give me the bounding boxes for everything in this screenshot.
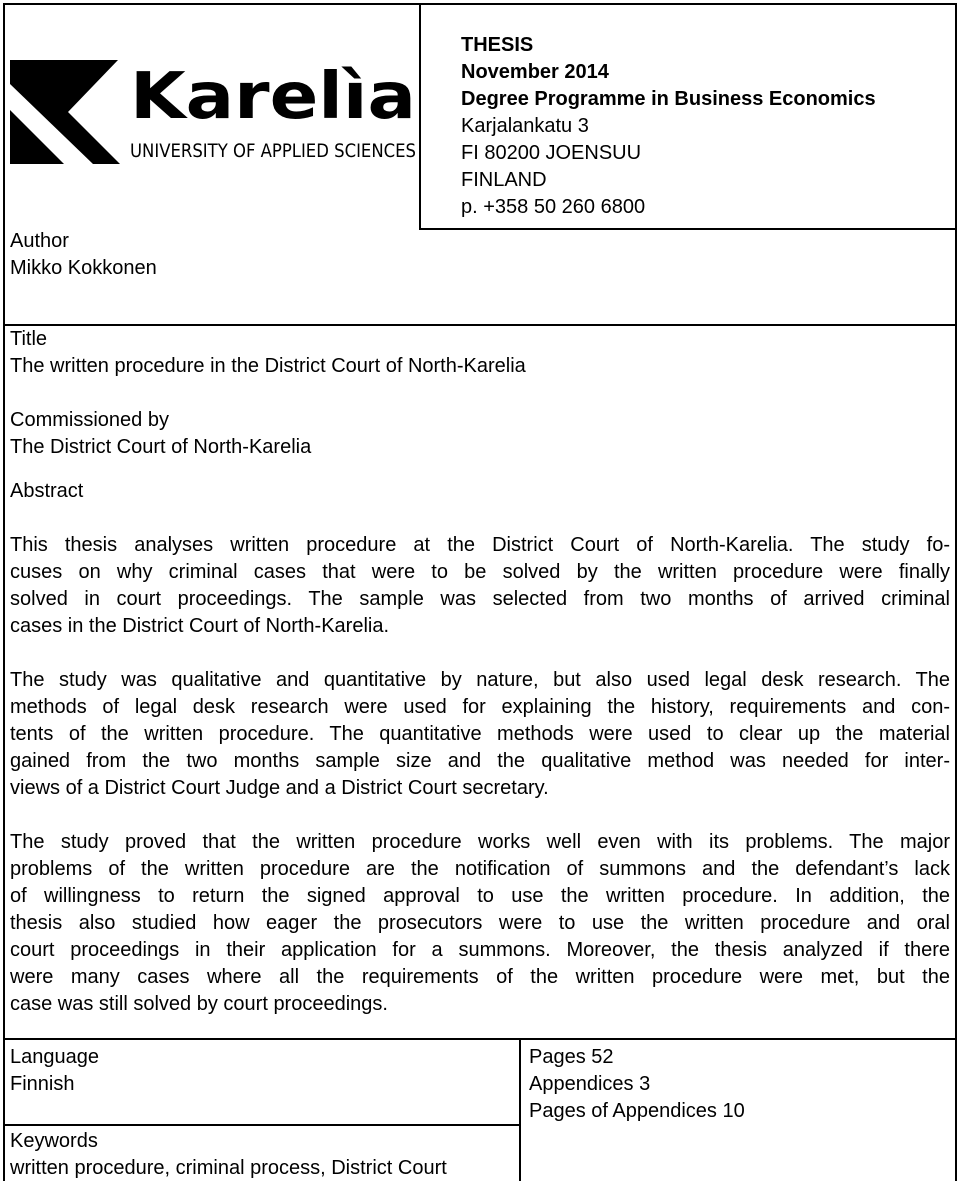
header-bottom-line: [419, 228, 957, 230]
abstract-line: were many cases where all the requirements of the written procedure were met, but the: [10, 966, 950, 988]
language-label: Language: [10, 1046, 99, 1068]
logo-subtitle: UNIVERSITY OF APPLIED SCIENCES: [130, 140, 416, 162]
keywords-label: Keywords: [10, 1130, 98, 1152]
doc-date: November 2014: [461, 61, 609, 83]
title-label: Title: [10, 328, 48, 350]
abstract-paragraph-3: [10, 829, 950, 1018]
border-top: [3, 3, 957, 5]
language-value: Finnish: [10, 1073, 75, 1095]
abstract-line: solved in court proceedings. The sample was selected from two months of arrived criminal: [10, 588, 950, 610]
address-line-3: FINLAND: [461, 169, 547, 191]
appendices-count: Appendices 3: [529, 1073, 651, 1095]
border-left: [3, 3, 5, 1181]
language-bottom-line: [3, 1124, 521, 1126]
author-value: Mikko Kokkonen: [10, 257, 157, 279]
commissioned-label: Commissioned by: [10, 409, 169, 431]
logo-wordmark: Karelìa: [130, 60, 416, 134]
pages-count: Pages 52: [529, 1046, 614, 1068]
degree-programme: Degree Programme in Business Economics: [461, 88, 876, 110]
abstract-line: case was still solved by court proceedings.: [10, 993, 388, 1015]
author-label: Author: [10, 230, 69, 252]
border-right: [955, 3, 957, 1181]
title-value: The written procedure in the District Court of North-Karelia: [10, 355, 526, 377]
abstract-line: views of a District Court Judge and a District Court secretary.: [10, 777, 549, 799]
abstract-line: cases in the District Court of North-Karelia.: [10, 615, 390, 637]
abstract-paragraph-1: [10, 532, 950, 640]
commissioned-value: The District Court of North-Karelia: [10, 436, 312, 458]
abstract-line: This thesis analyses written procedure at the District Court of North-Karelia. The study fo-: [10, 534, 950, 556]
author-bottom-line: [3, 324, 957, 326]
abstract-line: The study proved that the written procedure works well even with its problems. The major: [10, 831, 950, 853]
address-line-2: FI 80200 JOENSUU: [461, 142, 642, 164]
doc-type: THESIS: [461, 34, 534, 56]
address-line-1: Karjalankatu 3: [461, 115, 589, 137]
abstract-line: of willingness to return the signed approval to use the written procedure. In addition, the: [10, 885, 950, 907]
abstract-bottom-line: [3, 1038, 957, 1040]
karelia-logo: [8, 56, 418, 176]
keywords-value: written procedure, criminal process, District Court: [10, 1157, 447, 1179]
abstract-line: thesis also studied how eager the prosecutors were to use the written procedure and oral: [10, 912, 950, 934]
abstract-line: tents of the written procedure. The quantitative methods were used to clear up the material: [10, 723, 950, 745]
appendix-pages-count: Pages of Appendices 10: [529, 1100, 745, 1122]
header-divider: [419, 3, 421, 230]
abstract-line: The study was qualitative and quantitative by nature, but also used legal desk research. The: [10, 669, 950, 691]
abstract-paragraph-2: [10, 667, 950, 802]
language-divider: [519, 1038, 521, 1181]
abstract-line: problems of the written procedure are the notification of summons and the defendant’s lack: [10, 858, 950, 880]
abstract-label: Abstract: [10, 480, 84, 502]
abstract-line: cuses on why criminal cases that were to be solved by the written procedure were finally: [10, 561, 950, 583]
abstract-line: court proceedings in their application for a summons. Moreover, the thesis analyzed if there: [10, 939, 950, 961]
abstract-line: methods of legal desk research were used for explaining the history, requirements and con-: [10, 696, 950, 718]
phone-line: p. +358 50 260 6800: [461, 196, 646, 218]
abstract-line: gained from the two months sample size and the qualitative method was needed for inter-: [10, 750, 950, 772]
